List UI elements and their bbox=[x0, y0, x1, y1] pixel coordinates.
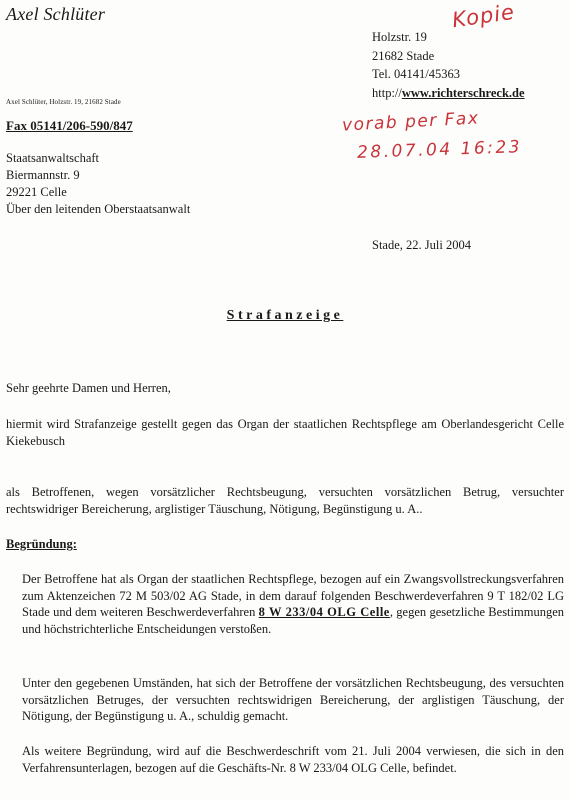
sender-city: 21682 Stade bbox=[372, 48, 435, 63]
sender-street: Holzstr. 19 bbox=[372, 30, 427, 44]
reason-text-start: Der Betroffene hat als Organ der staatlichen Rechtspflege, bezogen auf ein Zwangsvollstreckungsverfahren zum Aktenzeichen 72 M 503/02 AG Stade, in dem darauf folgenden Beschwerdeverfahren 9 T 182/02 LG Stade und dem weiteren Beschwerdeverfahren bbox=[22, 572, 564, 619]
reason-heading: Begründung: bbox=[6, 537, 77, 551]
reason-text-end: , gegen gesetzliche Bestimmungen und höchstrichterliche Entscheidungen verstoßen. bbox=[22, 605, 565, 636]
fax-number: Fax 05141/206-590/847 bbox=[6, 118, 133, 133]
recipient-line: Biermannstr. 9 bbox=[6, 168, 80, 182]
recipient-line: 29221 Celle bbox=[6, 185, 67, 199]
sender-address bbox=[372, 28, 525, 102]
sender-name: Axel Schlüter bbox=[6, 4, 106, 24]
paragraph-charges: als Betroffenen, wegen vorsätzlicher Rechtsbeugung, versuchten vorsätzlichen Betrug, versuchter rechtswidriger Bereicherung, arglistiger Täuschung, Nötigung, Begünstigung u. A.. bbox=[6, 485, 564, 516]
handwritten-fax-timestamp: 28.07.04 16:23 bbox=[356, 137, 523, 163]
website-link[interactable]: www.richterschreck.de bbox=[401, 85, 525, 100]
recipient-line: Über den leitenden Oberstaatsanwalt bbox=[6, 202, 191, 216]
recipient-address bbox=[6, 150, 190, 218]
web-prefix: http:// bbox=[372, 85, 402, 100]
letter-date: Stade, 22. Juli 2004 bbox=[372, 238, 471, 252]
copy-stamp: Kopie bbox=[450, 0, 517, 33]
salutation: Sehr geehrte Damen und Herren, bbox=[6, 381, 171, 395]
sender-web bbox=[372, 84, 525, 103]
paragraph-reason-2: Unter den gegebenen Umständen, hat sich der Betroffene der vorsätzlichen Rechtsbeugung, des versuchten vorsätzlichen Betruges, der versuchten rechtswidrigen Bereicherung, der arglistigen Täuschung, der Nötigung, der Begünstigung u. A., schuldig gemacht. bbox=[22, 676, 564, 723]
return-address-line: Axel Schlüter, Holzstr. 19, 21682 Stade bbox=[6, 98, 121, 106]
case-reference: 8 W 233/04 OLG Celle bbox=[258, 605, 390, 619]
paragraph-reason-1 bbox=[22, 571, 564, 637]
subject-heading: Strafanzeige bbox=[226, 308, 344, 323]
recipient-line: Staatsanwaltschaft bbox=[6, 151, 100, 165]
sender-phone: Tel. 04141/45363 bbox=[372, 67, 461, 81]
paragraph-reason-3: Als weitere Begründung, wird auf die Beschwerdeschrift vom 21. Juli 2004 verwiesen, die sich in den Verfahrensunterlagen, bezogen auf die Geschäfts-Nr. 8 W 233/04 OLG Celle, befindet. bbox=[22, 744, 564, 775]
handwritten-fax-note: vorab per Fax bbox=[341, 108, 480, 136]
paragraph-complaint: hiermit wird Strafanzeige gestellt gegen das Organ der staatlichen Rechtspflege am Oberlandesgericht Celle Kiekebusch bbox=[6, 417, 564, 448]
